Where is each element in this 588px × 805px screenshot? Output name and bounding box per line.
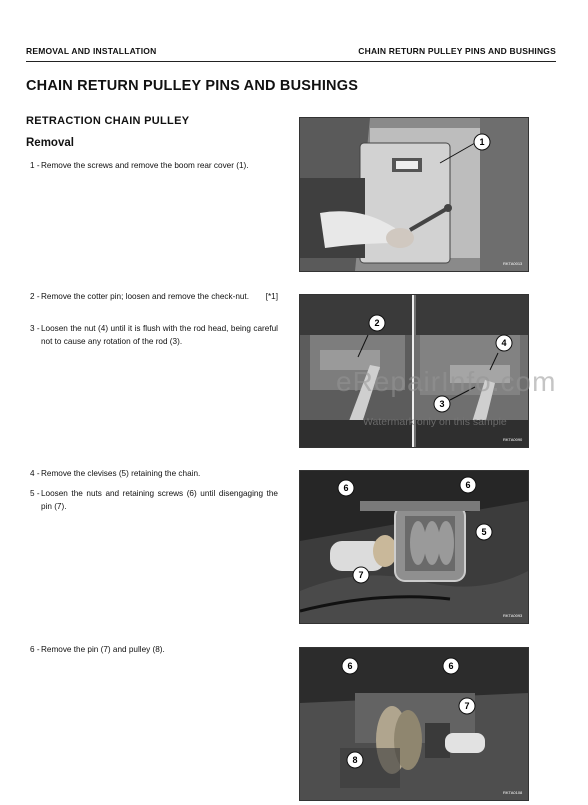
step-text: Remove the clevises (5) retaining the chain. [41, 469, 201, 478]
callout-label: 5 [481, 527, 487, 537]
step-text: Remove the pin (7) and pulley (8). [41, 645, 165, 654]
watermark-site: eRepairInfo.com [336, 366, 557, 397]
step-number: 3 - [30, 324, 40, 333]
step-number: 2 - [30, 292, 40, 301]
header-rule [26, 61, 556, 62]
running-header-right: CHAIN RETURN PULLEY PINS AND BUSHINGS [358, 46, 556, 56]
step-text: Loosen the nuts and retaining screws (6) until disengaging the pin (7). [41, 489, 278, 511]
callout-label: 1 [479, 137, 485, 147]
photo-chain-clevises [299, 470, 529, 624]
callout-label: 6 [465, 480, 471, 490]
section-heading: Removal [26, 137, 74, 149]
step-3 [30, 323, 278, 348]
callout-label: 6 [343, 483, 349, 493]
callout-label: 7 [358, 570, 364, 580]
watermark-note: Watermark only on this sample [363, 416, 507, 428]
step-text: Loosen the nut (4) until it is flush with the rod head, being careful not to cause any rotation of the rod (3). [41, 324, 278, 346]
step-5 [30, 488, 278, 513]
step-6 [30, 644, 278, 657]
step-number: 4 - [30, 469, 40, 478]
step-number: 5 - [30, 489, 40, 498]
step-text: Remove the cotter pin; loosen and remove the check-nut. [41, 292, 249, 301]
page-title: CHAIN RETURN PULLEY PINS AND BUSHINGS [26, 78, 359, 94]
photo-code: RKTA0108 [503, 790, 523, 795]
step-1 [30, 160, 278, 173]
running-header-left: REMOVAL AND INSTALLATION [26, 46, 157, 56]
step-number: 1 - [30, 161, 40, 170]
step-reference: [*1] [265, 292, 278, 301]
step-2 [30, 291, 278, 304]
section-subtitle: RETRACTION CHAIN PULLEY [26, 115, 190, 127]
callout-label: 4 [501, 338, 507, 348]
callout-label: 7 [464, 701, 470, 711]
callout-label: 2 [374, 318, 380, 328]
callout-label: 8 [352, 755, 358, 765]
callout-label: 3 [439, 399, 445, 409]
photo-code: RKTA0090 [503, 437, 523, 442]
callout-label: 6 [448, 661, 454, 671]
step-text: Remove the screws and remove the boom rear cover (1). [41, 161, 249, 170]
photo-boom-rear-cover [299, 117, 529, 272]
step-4 [30, 468, 278, 481]
photo-pin-pulley [299, 647, 529, 801]
callout-label: 6 [347, 661, 353, 671]
step-number: 6 - [30, 645, 40, 654]
photo-code: RKTA0093 [503, 613, 523, 618]
photo-code: RKTA0013 [503, 261, 523, 266]
